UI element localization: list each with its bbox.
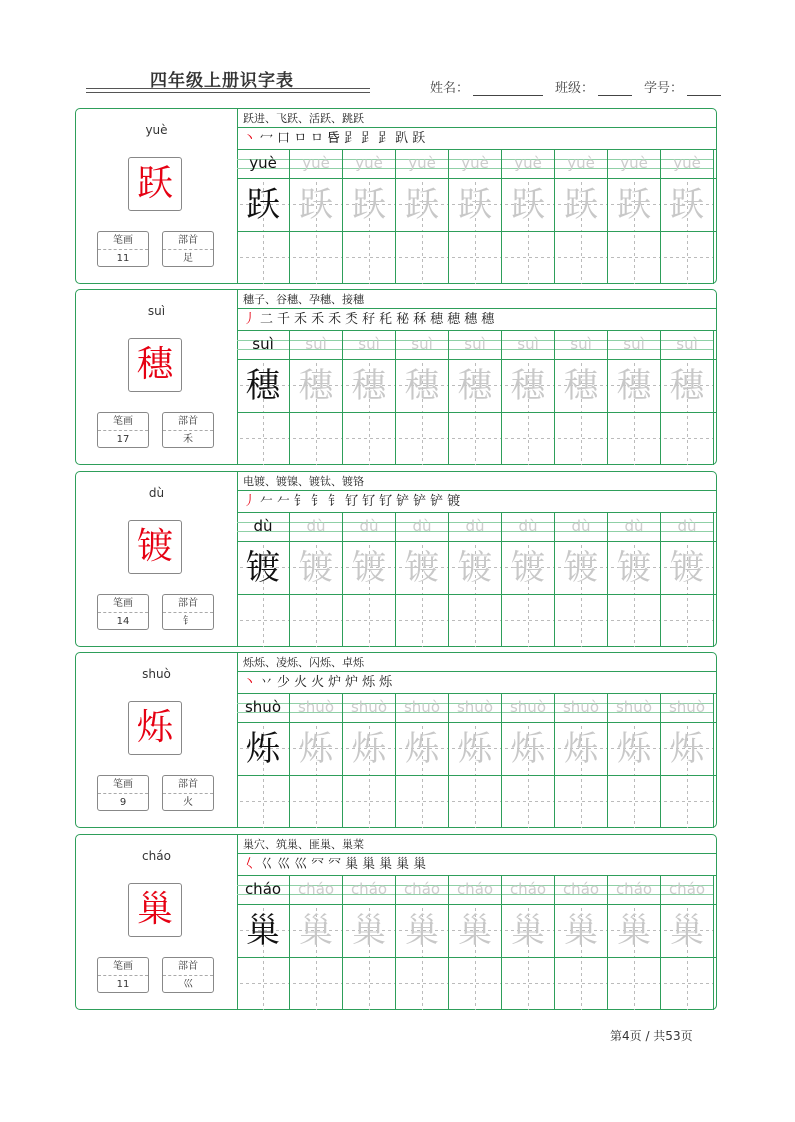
stroke-step: 𡿨	[243, 857, 257, 872]
trace-cell[interactable]: 镀	[290, 542, 343, 594]
pinyin-cell: yuè	[608, 150, 661, 178]
pinyin-cell: suì	[343, 331, 396, 359]
trace-cell[interactable]: 烁	[661, 723, 714, 775]
pinyin-cell: cháo	[555, 876, 608, 904]
stroke-step: 丶	[243, 131, 257, 146]
radical-value: 足	[183, 253, 193, 264]
stroke-step: 千	[277, 312, 291, 327]
title-underline-2	[86, 92, 370, 93]
blank-cell[interactable]	[237, 232, 290, 284]
pinyin-cell: shuò	[290, 694, 343, 722]
stroke-step: 禾	[294, 312, 308, 327]
blank-cell[interactable]	[290, 232, 343, 284]
blank-cell[interactable]	[502, 958, 555, 1010]
practice-panel	[237, 835, 716, 1009]
trace-cell[interactable]: 穗	[608, 360, 661, 412]
trace-cell[interactable]: 跃	[237, 179, 290, 231]
blank-cell[interactable]	[608, 595, 661, 647]
char-pinyin: suì	[147, 304, 166, 318]
trace-cell[interactable]: 穗	[343, 360, 396, 412]
trace-cell[interactable]: 穗	[555, 360, 608, 412]
practice-panel	[237, 472, 716, 646]
stroke-step: 烁	[362, 675, 376, 690]
trace-cell[interactable]: 穗	[661, 360, 714, 412]
pinyin-cell: yuè	[661, 150, 714, 178]
pinyin-cell: dù	[290, 513, 343, 541]
trace-cell[interactable]: 跃	[502, 179, 555, 231]
radical-box	[162, 412, 214, 448]
stroke-count: 11	[116, 979, 130, 990]
blank-cell[interactable]	[449, 232, 502, 284]
char-large: 镀	[136, 526, 173, 567]
blank-cell[interactable]	[343, 413, 396, 465]
trace-cell[interactable]: 巢	[661, 905, 714, 957]
practice-panel	[237, 290, 716, 464]
card-info-panel	[76, 472, 238, 646]
blank-cell[interactable]	[290, 776, 343, 828]
blank-cell[interactable]	[449, 958, 502, 1010]
stroke-step: 𠂉	[277, 494, 291, 509]
blank-cell[interactable]	[661, 232, 714, 284]
blank-cell[interactable]	[661, 958, 714, 1010]
trace-cell[interactable]: 镀	[449, 542, 502, 594]
stroke-order	[237, 128, 716, 150]
trace-cell[interactable]: 巢	[555, 905, 608, 957]
stroke-step: 丷	[260, 675, 274, 690]
stroke-step: 火	[311, 675, 325, 690]
blank-cell[interactable]	[608, 232, 661, 284]
stroke-step: 少	[277, 675, 291, 690]
stroke-step: ㅁ	[310, 131, 324, 146]
pinyin-cell: dù	[396, 513, 449, 541]
trace-row	[237, 541, 716, 595]
radical-box	[162, 594, 214, 630]
pinyin-cell: shuò	[237, 694, 290, 722]
stroke-step: 𧾷	[378, 131, 392, 146]
card-info-panel	[76, 835, 238, 1009]
trace-cell[interactable]: 跃	[343, 179, 396, 231]
pinyin-cell: shuò	[343, 694, 396, 722]
pinyin-cell: cháo	[449, 876, 502, 904]
stroke-label: 笔画	[98, 413, 148, 431]
trace-cell[interactable]: 烁	[290, 723, 343, 775]
stroke-step: 钌	[362, 494, 376, 509]
trace-cell[interactable]: 跃	[555, 179, 608, 231]
stroke-step: 炉	[328, 675, 342, 690]
pinyin-row	[237, 331, 716, 359]
char-large: 巢	[136, 889, 173, 930]
stroke-step: 巢	[396, 857, 410, 872]
stroke-step: 铲	[430, 494, 444, 509]
name-label: 姓名：	[430, 81, 470, 96]
stroke-count: 11	[116, 253, 130, 264]
character-card	[75, 471, 717, 647]
trace-cell[interactable]: 穗	[396, 360, 449, 412]
trace-cell[interactable]: 镀	[343, 542, 396, 594]
blank-cell[interactable]	[502, 595, 555, 647]
trace-cell[interactable]: 烁	[555, 723, 608, 775]
stroke-step: 秂	[345, 312, 359, 327]
char-pinyin: cháo	[142, 849, 171, 863]
card-info-panel	[76, 109, 238, 283]
stroke-step: 穂	[447, 312, 461, 327]
trace-cell[interactable]: 镀	[608, 542, 661, 594]
blank-row	[237, 594, 716, 648]
pinyin-cell: suì	[396, 331, 449, 359]
card-info-panel	[76, 653, 238, 827]
trace-cell[interactable]: 跃	[661, 179, 714, 231]
blank-cell[interactable]	[237, 776, 290, 828]
pinyin-cell: dù	[661, 513, 714, 541]
word-examples: 跃进、飞跃、活跃、跳跃	[237, 109, 716, 128]
stroke-step: 钅	[294, 494, 308, 509]
trace-cell[interactable]: 巢	[290, 905, 343, 957]
trace-cell[interactable]: 烁	[608, 723, 661, 775]
name-field[interactable]	[473, 81, 543, 96]
trace-cell[interactable]: 烁	[237, 723, 290, 775]
trace-cell[interactable]: 镀	[396, 542, 449, 594]
pinyin-cell: yuè	[290, 150, 343, 178]
stroke-step: ㅁ	[294, 131, 307, 146]
radical-label: 部首	[163, 413, 213, 431]
stroke-step: 钅	[328, 494, 342, 509]
word-examples: 电镀、镀镍、镀钛、镀铬	[237, 472, 716, 491]
pinyin-cell: suì	[502, 331, 555, 359]
trace-cell[interactable]: 烁	[449, 723, 502, 775]
practice-panel	[237, 109, 716, 283]
stroke-step: 穗	[481, 312, 495, 327]
character-card	[75, 108, 717, 284]
trace-cell[interactable]: 巢	[396, 905, 449, 957]
trace-cell[interactable]: 巢	[502, 905, 555, 957]
stroke-step: 秅	[379, 312, 393, 327]
number-label: 学号：	[644, 81, 684, 96]
trace-cell[interactable]: 巢	[343, 905, 396, 957]
radical-value: 火	[183, 797, 193, 808]
stroke-step: 禾	[328, 312, 342, 327]
pinyin-cell: yuè	[555, 150, 608, 178]
blank-row	[237, 231, 716, 285]
pinyin-cell: shuò	[449, 694, 502, 722]
trace-cell[interactable]: 巢	[608, 905, 661, 957]
radical-label: 部首	[163, 595, 213, 613]
trace-cell[interactable]: 巢	[449, 905, 502, 957]
stroke-label: 笔画	[98, 595, 148, 613]
radical-box	[162, 957, 214, 993]
stroke-count-box	[97, 231, 149, 267]
pinyin-cell: yuè	[502, 150, 555, 178]
trace-cell[interactable]: 跃	[449, 179, 502, 231]
word-examples: 穗子、谷穗、孕穗、接穗	[237, 290, 716, 309]
blank-cell[interactable]	[661, 413, 714, 465]
blank-cell[interactable]	[343, 776, 396, 828]
pinyin-cell: yuè	[449, 150, 502, 178]
pinyin-cell: cháo	[608, 876, 661, 904]
blank-cell[interactable]	[343, 958, 396, 1010]
stroke-step: 冖	[260, 131, 274, 146]
trace-cell[interactable]: 烁	[343, 723, 396, 775]
stroke-step: 巛	[294, 857, 308, 872]
blank-cell[interactable]	[502, 232, 555, 284]
stroke-order	[237, 854, 716, 876]
stroke-step: 铲	[396, 494, 410, 509]
pinyin-cell: shuò	[396, 694, 449, 722]
blank-cell[interactable]	[396, 958, 449, 1010]
stroke-step: 巢	[362, 857, 376, 872]
blank-cell[interactable]	[343, 595, 396, 647]
blank-cell[interactable]	[555, 232, 608, 284]
number-field[interactable]	[687, 81, 721, 96]
pinyin-cell: dù	[237, 513, 290, 541]
pinyin-cell: dù	[502, 513, 555, 541]
char-pinyin: shuò	[142, 667, 171, 681]
stroke-step: 趴	[395, 131, 409, 146]
trace-cell[interactable]: 跃	[396, 179, 449, 231]
stroke-count: 9	[119, 797, 127, 808]
char-pinyin: yuè	[145, 123, 168, 137]
radical-box	[162, 775, 214, 811]
radical-label: 部首	[163, 232, 213, 250]
blank-cell[interactable]	[396, 232, 449, 284]
blank-row	[237, 775, 716, 829]
trace-cell[interactable]: 镀	[502, 542, 555, 594]
pinyin-cell: suì	[555, 331, 608, 359]
radical-value: 禾	[183, 434, 193, 445]
pinyin-cell: shuò	[555, 694, 608, 722]
trace-row	[237, 722, 716, 776]
stroke-count: 17	[116, 434, 130, 445]
stroke-step: 烁	[379, 675, 393, 690]
stroke-step: 巜	[260, 857, 274, 872]
blank-cell[interactable]	[396, 595, 449, 647]
stroke-step: 㓁	[328, 857, 342, 872]
pinyin-cell: dù	[343, 513, 396, 541]
stroke-step: 炉	[345, 675, 359, 690]
student-info	[430, 77, 721, 96]
page-number: 第4页 / 共53页	[610, 1029, 693, 1043]
blank-cell[interactable]	[555, 413, 608, 465]
stroke-step: 丿	[243, 494, 257, 509]
pinyin-cell: suì	[449, 331, 502, 359]
word-examples: 烁烁、凌烁、闪烁、卓烁	[237, 653, 716, 672]
character-card	[75, 289, 717, 465]
page-title: 四年级上册识字表	[150, 71, 294, 91]
pinyin-cell: yuè	[237, 150, 290, 178]
stroke-step: 巢	[345, 857, 359, 872]
pinyin-cell: shuò	[608, 694, 661, 722]
char-box	[128, 520, 182, 574]
radical-label: 部首	[163, 958, 213, 976]
stroke-step: 巢	[379, 857, 393, 872]
trace-cell[interactable]: 穗	[290, 360, 343, 412]
stroke-step: 巢	[413, 857, 427, 872]
pinyin-cell: dù	[608, 513, 661, 541]
pinyin-cell: suì	[608, 331, 661, 359]
char-box	[128, 883, 182, 937]
radical-value: 钅	[183, 616, 193, 627]
blank-row	[237, 957, 716, 1011]
blank-cell[interactable]	[290, 958, 343, 1010]
stroke-step: 铲	[413, 494, 427, 509]
pinyin-cell: suì	[661, 331, 714, 359]
blank-cell[interactable]	[555, 776, 608, 828]
stroke-step: 㓁	[311, 857, 325, 872]
stroke-count-box	[97, 957, 149, 993]
practice-panel	[237, 653, 716, 827]
stroke-label: 笔画	[98, 958, 148, 976]
stroke-step: 丶	[243, 675, 257, 690]
stroke-step: 钌	[379, 494, 393, 509]
stroke-step: 钌	[345, 494, 359, 509]
char-box	[128, 701, 182, 755]
stroke-order	[237, 672, 716, 694]
stroke-step: 秘	[396, 312, 410, 327]
title-underline	[86, 88, 370, 89]
trace-cell[interactable]: 烁	[396, 723, 449, 775]
blank-cell[interactable]	[555, 595, 608, 647]
blank-cell[interactable]	[608, 958, 661, 1010]
stroke-step: 穂	[430, 312, 444, 327]
stroke-step: 二	[260, 312, 274, 327]
trace-cell[interactable]: 镀	[237, 542, 290, 594]
blank-cell[interactable]	[237, 413, 290, 465]
pinyin-cell: shuò	[502, 694, 555, 722]
blank-cell[interactable]	[661, 776, 714, 828]
trace-row	[237, 904, 716, 958]
stroke-order	[237, 491, 716, 513]
char-box	[128, 157, 182, 211]
stroke-step: 𧾷	[361, 131, 375, 146]
stroke-count-box	[97, 412, 149, 448]
char-large: 跃	[136, 163, 173, 204]
blank-cell[interactable]	[343, 232, 396, 284]
blank-row	[237, 412, 716, 466]
stroke-step: 禾	[311, 312, 325, 327]
blank-cell[interactable]	[237, 958, 290, 1010]
stroke-step: 穗	[464, 312, 478, 327]
char-pinyin: dù	[148, 486, 165, 500]
pinyin-cell: cháo	[343, 876, 396, 904]
stroke-step: 丿	[243, 312, 257, 327]
radical-label: 部首	[163, 776, 213, 794]
character-card	[75, 834, 717, 1010]
pinyin-cell: cháo	[661, 876, 714, 904]
trace-cell[interactable]: 跃	[608, 179, 661, 231]
blank-cell[interactable]	[396, 776, 449, 828]
trace-row	[237, 178, 716, 232]
stroke-step: 镀	[447, 494, 461, 509]
radical-box	[162, 231, 214, 267]
stroke-step: 跃	[412, 131, 426, 146]
blank-cell[interactable]	[608, 413, 661, 465]
pinyin-cell: cháo	[237, 876, 290, 904]
stroke-step: 秝	[413, 312, 427, 327]
class-field[interactable]	[598, 81, 632, 96]
word-examples: 巢穴、筑巢、匪巢、巢菜	[237, 835, 716, 854]
blank-cell[interactable]	[449, 595, 502, 647]
blank-cell[interactable]	[555, 958, 608, 1010]
blank-cell[interactable]	[237, 595, 290, 647]
blank-cell[interactable]	[396, 413, 449, 465]
stroke-step: 𠂉	[260, 494, 274, 509]
blank-cell[interactable]	[608, 776, 661, 828]
stroke-step: 𠯑	[327, 131, 341, 146]
pinyin-row	[237, 513, 716, 541]
pinyin-row	[237, 150, 716, 178]
stroke-label: 笔画	[98, 776, 148, 794]
stroke-count-box	[97, 775, 149, 811]
trace-row	[237, 359, 716, 413]
pinyin-cell: yuè	[343, 150, 396, 178]
blank-cell[interactable]	[502, 413, 555, 465]
char-large: 穗	[136, 344, 173, 385]
stroke-step: 口	[277, 131, 291, 146]
pinyin-cell: cháo	[396, 876, 449, 904]
char-box	[128, 338, 182, 392]
pinyin-cell: cháo	[502, 876, 555, 904]
pinyin-row	[237, 876, 716, 904]
trace-cell[interactable]: 镀	[555, 542, 608, 594]
blank-cell[interactable]	[290, 595, 343, 647]
class-label: 班级：	[555, 81, 595, 96]
stroke-step: 钅	[311, 494, 325, 509]
trace-cell[interactable]: 镀	[661, 542, 714, 594]
trace-cell[interactable]: 跃	[290, 179, 343, 231]
stroke-order	[237, 309, 716, 331]
stroke-count-box	[97, 594, 149, 630]
stroke-step: 巛	[277, 857, 291, 872]
stroke-step: 秄	[362, 312, 376, 327]
trace-cell[interactable]: 穗	[449, 360, 502, 412]
blank-cell[interactable]	[290, 413, 343, 465]
trace-cell[interactable]: 穗	[237, 360, 290, 412]
blank-cell[interactable]	[502, 776, 555, 828]
trace-cell[interactable]: 巢	[237, 905, 290, 957]
blank-cell[interactable]	[661, 595, 714, 647]
pinyin-row	[237, 694, 716, 722]
pinyin-cell: suì	[237, 331, 290, 359]
pinyin-cell: suì	[290, 331, 343, 359]
trace-cell[interactable]: 烁	[502, 723, 555, 775]
pinyin-cell: yuè	[396, 150, 449, 178]
pinyin-cell: cháo	[290, 876, 343, 904]
stroke-step: 𧾷	[344, 131, 358, 146]
trace-cell[interactable]: 穗	[502, 360, 555, 412]
stroke-count: 14	[116, 616, 130, 627]
pinyin-cell: dù	[449, 513, 502, 541]
char-large: 烁	[136, 707, 173, 748]
stroke-step: 火	[294, 675, 308, 690]
card-info-panel	[76, 290, 238, 464]
character-card	[75, 652, 717, 828]
blank-cell[interactable]	[449, 413, 502, 465]
pinyin-cell: shuò	[661, 694, 714, 722]
blank-cell[interactable]	[449, 776, 502, 828]
pinyin-cell: dù	[555, 513, 608, 541]
stroke-label: 笔画	[98, 232, 148, 250]
radical-value: 巛	[183, 979, 193, 990]
